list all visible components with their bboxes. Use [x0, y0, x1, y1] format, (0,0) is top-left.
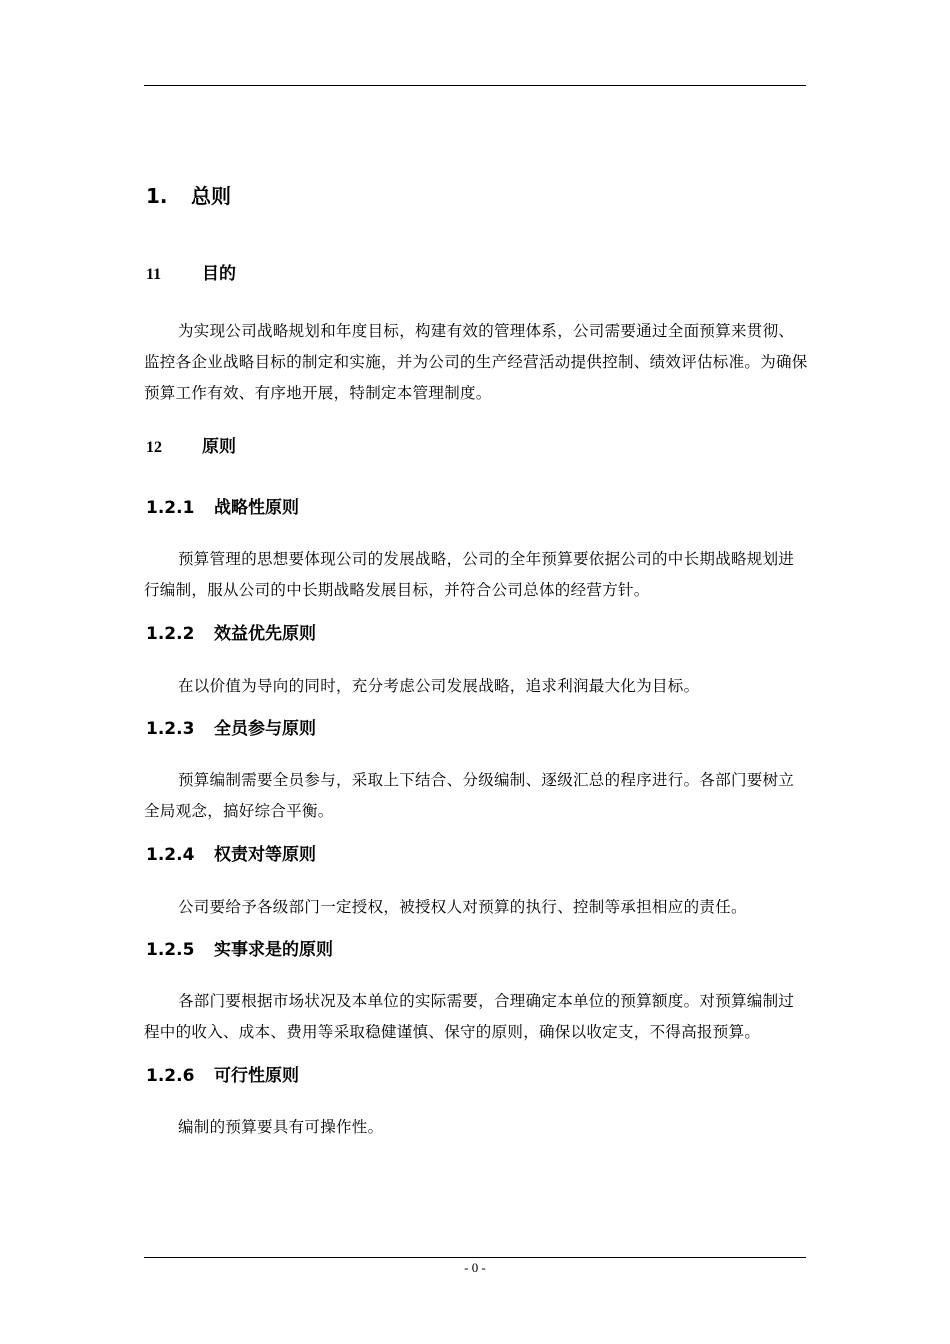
subsection-paragraph-1-2-5: 各部门要根据市场状况及本单位的实际需要，合理确定本单位的预算额度。对预算编制过程中的收入、成本、费用等采取稳健谨慎、保守的原则，确保以收定支，不得高报预算。	[144, 992, 795, 1041]
subsection-paragraph-1-2-1: 预算管理的思想要体现公司的发展战略，公司的全年预算要依据公司的中长期战略规划进行编制，服从公司的中长期战略发展目标，并符合公司总体的经营方针。	[144, 550, 795, 599]
subsection-heading-1-2-3	[146, 714, 316, 739]
section-number: 11	[146, 266, 162, 283]
subsection-heading-1-2-4	[146, 840, 316, 865]
subsection-paragraph-1-2-6: 编制的预算要具有可操作性。	[178, 1118, 384, 1136]
subsection-number: 1.2.6	[146, 1066, 195, 1086]
subsection-number: 1.2.1	[146, 498, 195, 518]
section-heading-principles	[146, 432, 236, 457]
subsection-title: 可行性原则	[214, 1066, 299, 1086]
chapter-title: 总则	[191, 184, 231, 208]
section-paragraph-purpose: 为实现公司战略规划和年度目标，构建有效的管理体系，公司需要通过全面预算来贯彻、监控各企业战略目标的制定和实施，并为公司的生产经营活动提供控制、绩效评估标准。为确保预算工作有效、有序地开展，特制定本管理制度。	[144, 322, 808, 402]
header-rule	[144, 85, 806, 86]
chapter-heading	[146, 180, 231, 209]
section-title: 目的	[202, 264, 236, 284]
subsection-title: 全员参与原则	[214, 719, 316, 739]
footer-rule	[144, 1257, 806, 1258]
section-heading-purpose	[146, 259, 236, 284]
subsection-heading-1-2-5	[146, 935, 333, 960]
subsection-title: 效益优先原则	[214, 624, 316, 644]
section-title: 原则	[202, 437, 236, 457]
subsection-paragraph-1-2-2: 在以价值为导向的同时，充分考虑公司发展战略，追求利润最大化为目标。	[178, 677, 700, 695]
subsection-heading-1-2-1	[146, 493, 299, 518]
subsection-title: 战略性原则	[214, 498, 299, 518]
subsection-title: 权责对等原则	[214, 845, 316, 865]
subsection-number: 1.2.4	[146, 845, 195, 865]
subsection-number: 1.2.2	[146, 624, 195, 644]
chapter-number: 1.	[146, 184, 168, 208]
subsection-number: 1.2.5	[146, 940, 195, 960]
subsection-number: 1.2.3	[146, 719, 195, 739]
subsection-heading-1-2-2	[146, 619, 316, 644]
subsection-paragraph-1-2-3: 预算编制需要全员参与，采取上下结合、分级编制、逐级汇总的程序进行。各部门要树立全局观念，搞好综合平衡。	[144, 771, 795, 820]
subsection-title: 实事求是的原则	[214, 940, 333, 960]
section-number: 12	[146, 439, 162, 456]
subsection-paragraph-1-2-4: 公司要给予各级部门一定授权，被授权人对预算的执行、控制等承担相应的责任。	[178, 898, 747, 916]
page-number: - 0 -	[464, 1260, 486, 1275]
subsection-heading-1-2-6	[146, 1061, 299, 1086]
